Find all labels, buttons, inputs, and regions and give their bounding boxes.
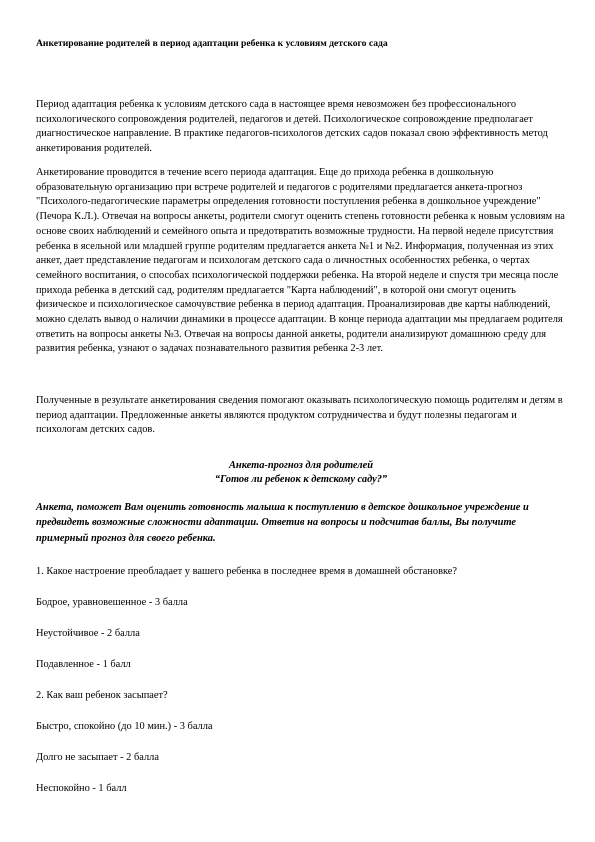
paragraph-procedure: Анкетирование проводится в течение всего периода адаптация. Еще до прихода ребенка в дошкольную образовательную организацию при встрече родителей и педагогов с родителями предлагается анкета-прогноз "Психолого-педагогические параметры определения готовности поступления ребенка в дошкольное учреждение" (Печора К.Л.). Отвечая на вопросы анкеты, родители смогут оценить степень готовности ребенка к новым условиям на основе своих наблюдений и семейного опыта и предотвратить возможные трудности. На первой неделе присутствия ребенка в ясельной или младшей группе родителям предлагается анкета №1 и №2. Информация, полученная из этих анкет, дает представление педагогам и психологам детского сада о личностных особенностях ребенка, о чертах семейного воспитания, о способах психологической поддержки ребенка. На второй неделе и спустя три месяца после прихода ребенка в детский сад, родителям предлагается "Карта наблюдений", в которой они смогут оценить физическое и психологическое самочувствие ребенка в период адаптация. Проанализировав две карты наблюдений, можно сделать вывод о наличии динамики в процессе адаптации. В конце периода адаптации мы предлагаем родителя ответить на вопросы анкеты №3. Отвечая на вопросы данной анкеты, родители анализируют домашнюю среду для развития ребенка, узнают о задачах познавательного развития ребенка 2-3 лет. bbox=[36, 167, 565, 355]
question-2: 2. Как ваш ребенок засыпает? bbox=[36, 690, 168, 701]
answer-2-1: Быстро, спокойно (до 10 мин.) - 3 балла bbox=[36, 721, 213, 732]
answer-1-1: Бодрое, уравновешенное - 3 балла bbox=[36, 597, 188, 608]
survey-subtitle: “Готов ли ребенок к детскому саду?” bbox=[214, 474, 388, 485]
answer-2-2: Долго не засыпает - 2 балла bbox=[36, 752, 159, 763]
survey-title: Анкета-прогноз для родителей bbox=[229, 460, 373, 471]
answer-1-2: Неустойчивое - 2 балла bbox=[36, 628, 140, 639]
paragraph-intro: Период адаптация ребенка к условиям детского сада в настоящее время невозможен без профессионального психологического сопровождения родителей, педагогов и детей. Психологическое сопровождение предполагает диагностическое направление. В практике педагогов-психологов детских садов показал свою эффективность метод анкетирования родителей. bbox=[36, 99, 548, 155]
question-1: 1. Какое настроение преобладает у вашего ребенка в последнее время в домашней обстановке? bbox=[36, 566, 458, 577]
document-title: Анкетирование родителей в период адаптации ребенка к условиям детского сада bbox=[36, 38, 388, 49]
answer-2-3: Неспокойно - 1 балл bbox=[36, 783, 127, 794]
answer-1-3: Подавленное - 1 балл bbox=[36, 659, 131, 670]
paragraph-conclusion: Полученные в результате анкетирования сведения помогают оказывать психологическую помощь родителям и детям в период адаптации. Предложенные анкеты являются продуктом сотрудничества и будут полезны педагогам и психологам детских садов. bbox=[36, 395, 563, 436]
survey-intro: Анкета, поможет Вам оценить готовность малыша к поступлению в детское дошкольное учреждение и предвидеть возможные сложности адаптации. Ответив на вопросы и подсчитав баллы, Вы получите примерный прогноз для своего ребенка. bbox=[36, 502, 529, 544]
